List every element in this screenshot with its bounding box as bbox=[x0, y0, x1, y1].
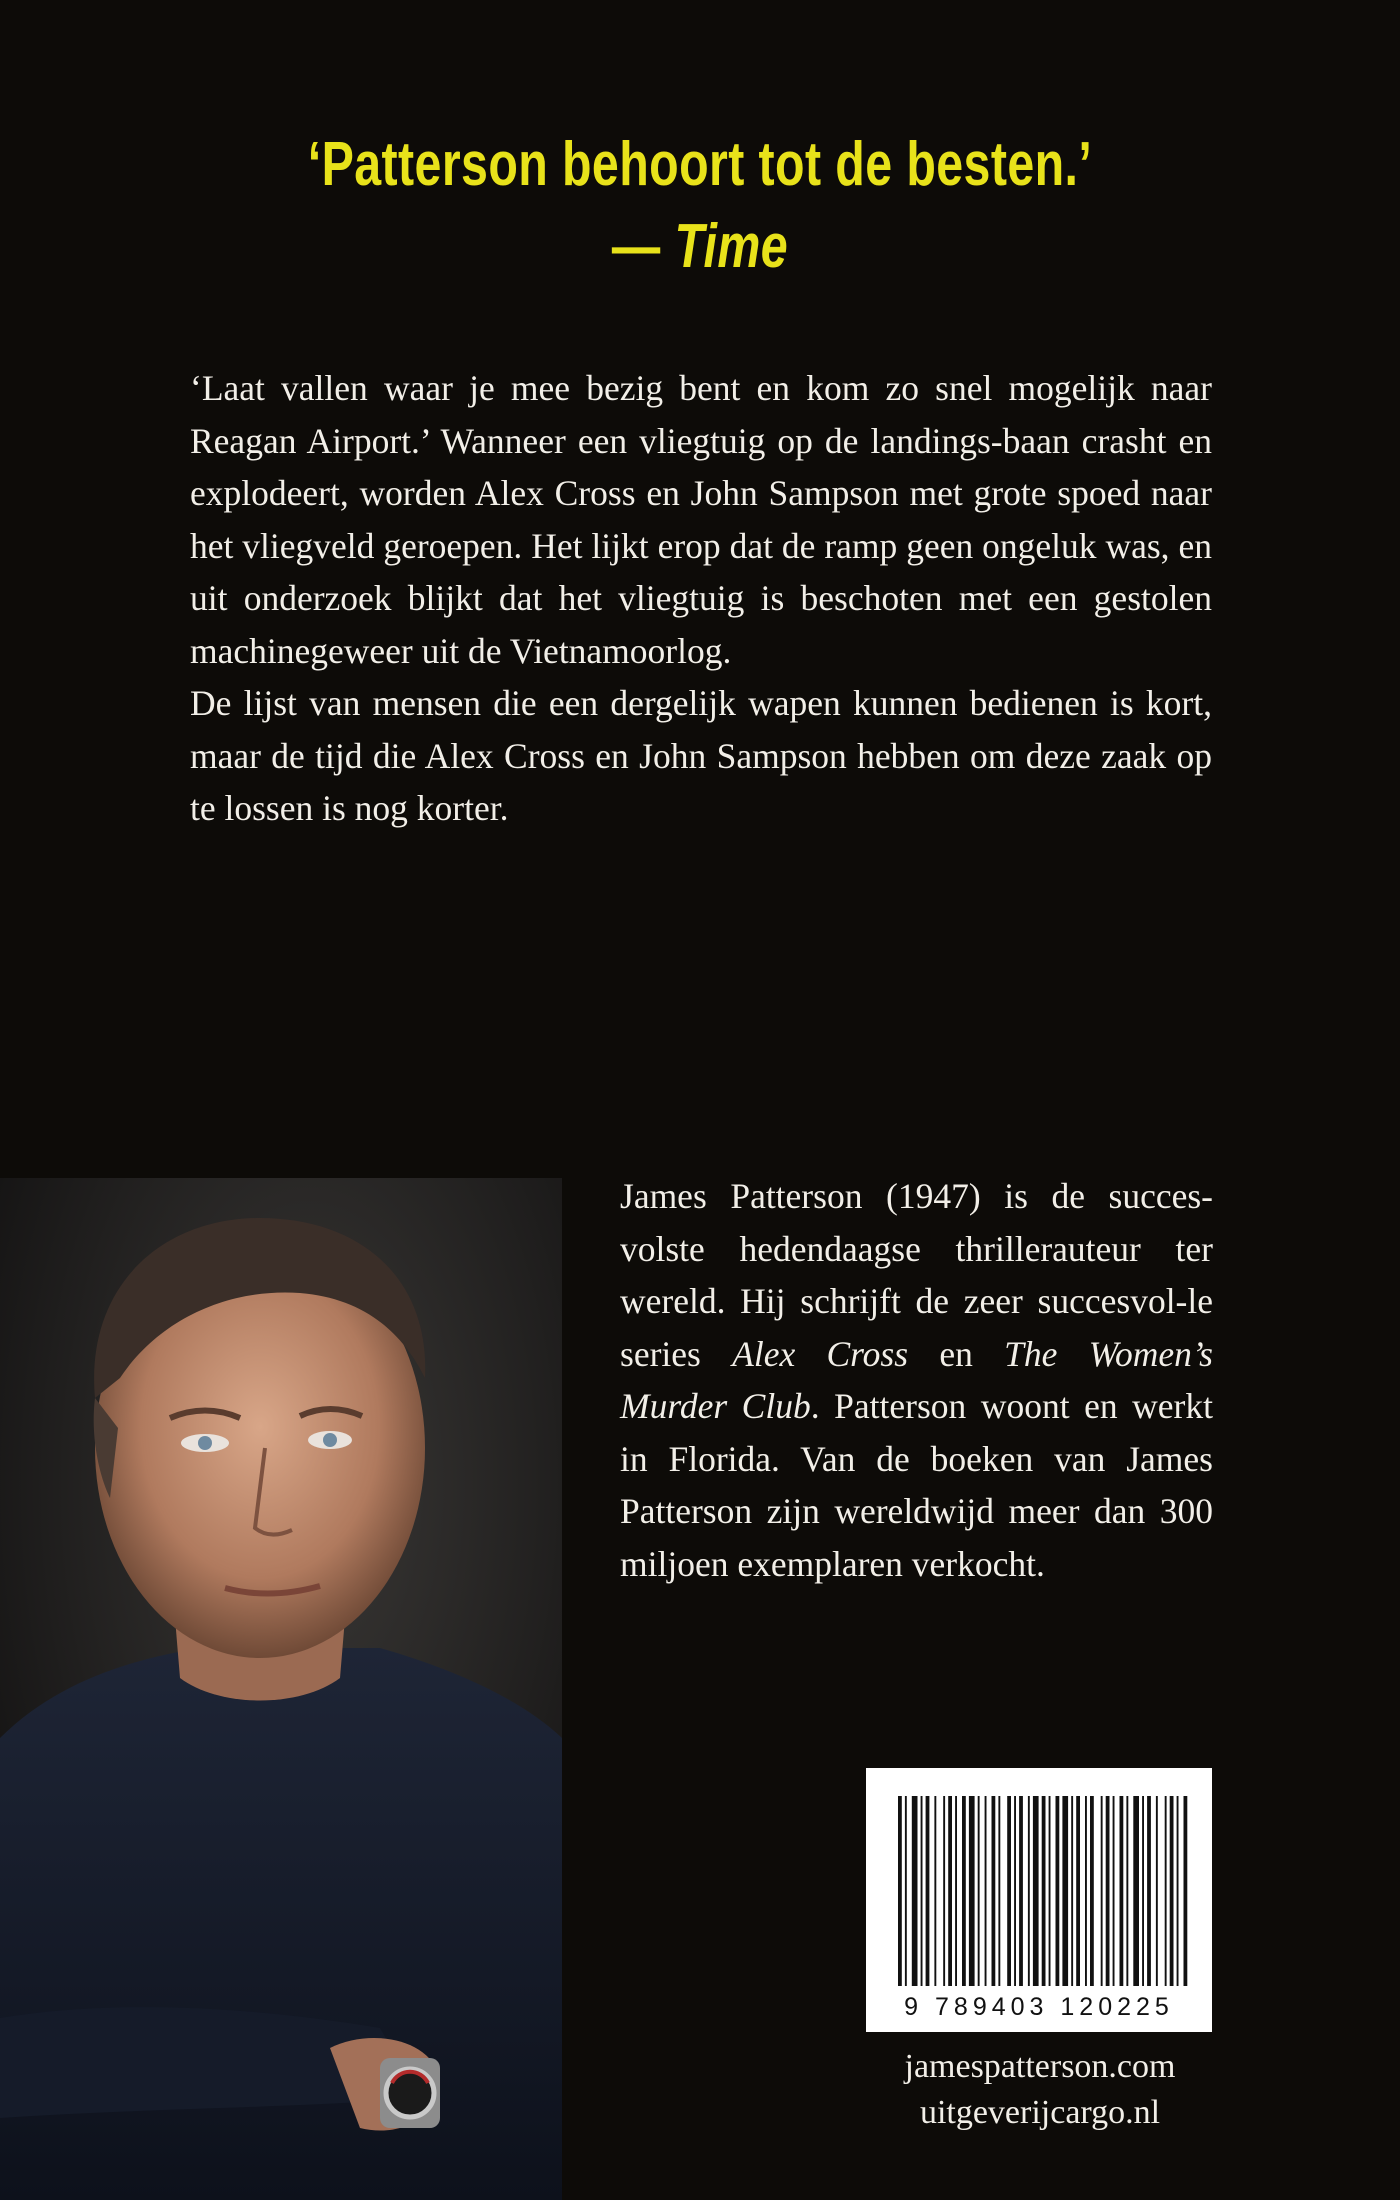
barcode-bar bbox=[926, 1796, 930, 1986]
publisher-website[interactable]: uitgeverijcargo.nl bbox=[919, 2094, 1161, 2131]
barcode-bar bbox=[1071, 1796, 1073, 1986]
author-photo bbox=[0, 1178, 562, 2200]
author-website[interactable]: jamespatterson.com bbox=[904, 2048, 1176, 2085]
barcode-bar bbox=[1085, 1796, 1087, 1986]
quote-source-line bbox=[154, 206, 1246, 288]
book-blurb bbox=[190, 362, 1212, 835]
bio-series-1: Alex Cross bbox=[732, 1333, 909, 1374]
barcode-bar bbox=[1049, 1796, 1051, 1986]
barcode-bar bbox=[969, 1796, 975, 1986]
barcode-bar bbox=[1014, 1796, 1016, 1986]
barcode-bar bbox=[1126, 1796, 1128, 1986]
barcode-bar bbox=[898, 1796, 902, 1986]
barcode-bar bbox=[992, 1796, 996, 1986]
barcode-bar bbox=[1142, 1796, 1144, 1986]
barcode-bar bbox=[1120, 1796, 1124, 1986]
barcode-bar bbox=[1090, 1796, 1094, 1986]
barcode bbox=[866, 1768, 1212, 2032]
blurb-paragraph-2: De lijst van mensen die een dergelijk wapen kunnen bedienen is kort, maar de tijd die Alex Cross en John Sampson hebben om deze zaak op te lossen is nog korter. bbox=[190, 683, 1212, 828]
author-bio bbox=[620, 1170, 1213, 1590]
barcode-bar bbox=[1113, 1796, 1115, 1986]
author-portrait-icon bbox=[0, 1178, 562, 2200]
blurb-paragraph-1: ‘Laat vallen waar je mee bezig bent en kom zo snel mogelijk naar Reagan Airport.’ Wanneer een vliegtuig op de landings-baan crasht en explodeert, worden Alex Cross en John Sampson met grote spoed naar het vliegveld geroepen. Het lijkt erop dat de ramp geen ongeluk was, en uit onderzoek blijkt dat het vliegtuig is beschoten met een gestolen machinegeweer uit de Vietnamoorlog. bbox=[190, 368, 1212, 671]
bio-series-2: The Women’s Murder Club bbox=[620, 1333, 1213, 1426]
barcode-bar bbox=[1042, 1796, 1046, 1986]
barcode-bar bbox=[998, 1796, 1000, 1986]
barcode-bar bbox=[1076, 1796, 1080, 1986]
barcode-bar bbox=[921, 1796, 923, 1986]
barcode-bar bbox=[962, 1796, 966, 1986]
barcode-bar bbox=[1033, 1796, 1039, 1986]
barcode-bar bbox=[1184, 1796, 1188, 1986]
quote-source: Time bbox=[674, 212, 789, 281]
bio-and: en bbox=[908, 1333, 1005, 1374]
barcode-bar bbox=[1133, 1796, 1139, 1986]
barcode-bar bbox=[934, 1796, 936, 1986]
bio-text-1: James Patterson (1947) is de succes-volste hedendaagse thrillerauteur ter wereld. Hij schrijft de zeer succesvol-le series bbox=[620, 1176, 1213, 1374]
barcode-bar bbox=[1101, 1796, 1103, 1986]
barcode-bar bbox=[1165, 1796, 1167, 1986]
barcode-bar bbox=[905, 1796, 907, 1986]
barcode-bar bbox=[948, 1796, 952, 1986]
barcode-bar bbox=[1062, 1796, 1068, 1986]
barcode-bar bbox=[1147, 1796, 1151, 1986]
barcode-bar bbox=[1106, 1796, 1110, 1986]
barcode-bar bbox=[912, 1796, 918, 1986]
barcode-bar bbox=[943, 1796, 945, 1986]
barcode-bar bbox=[978, 1796, 980, 1986]
bio-text-2: . Patterson woont en werkt in Florida. Van de boeken van James Patterson zijn wereldwijd meer dan 300 miljoen exemplaren verkocht. bbox=[620, 1386, 1213, 1584]
quote-dash: — bbox=[611, 212, 675, 281]
website-links bbox=[840, 2044, 1240, 2136]
barcode-bar bbox=[1056, 1796, 1060, 1986]
barcode-bar bbox=[1156, 1796, 1158, 1986]
barcode-bar bbox=[1177, 1796, 1179, 1986]
barcode-bar bbox=[1019, 1796, 1023, 1986]
barcode-bar bbox=[955, 1796, 957, 1986]
barcode-bar bbox=[985, 1796, 987, 1986]
barcode-bar bbox=[1028, 1796, 1030, 1986]
quote-text: ‘Patterson behoort tot de besten.’ bbox=[307, 130, 1093, 199]
barcode-bar bbox=[1007, 1796, 1011, 1986]
cover-quote bbox=[154, 124, 1246, 288]
barcode-bar bbox=[1170, 1796, 1174, 1986]
barcode-number: 9 789403 120225 bbox=[904, 1993, 1174, 2021]
